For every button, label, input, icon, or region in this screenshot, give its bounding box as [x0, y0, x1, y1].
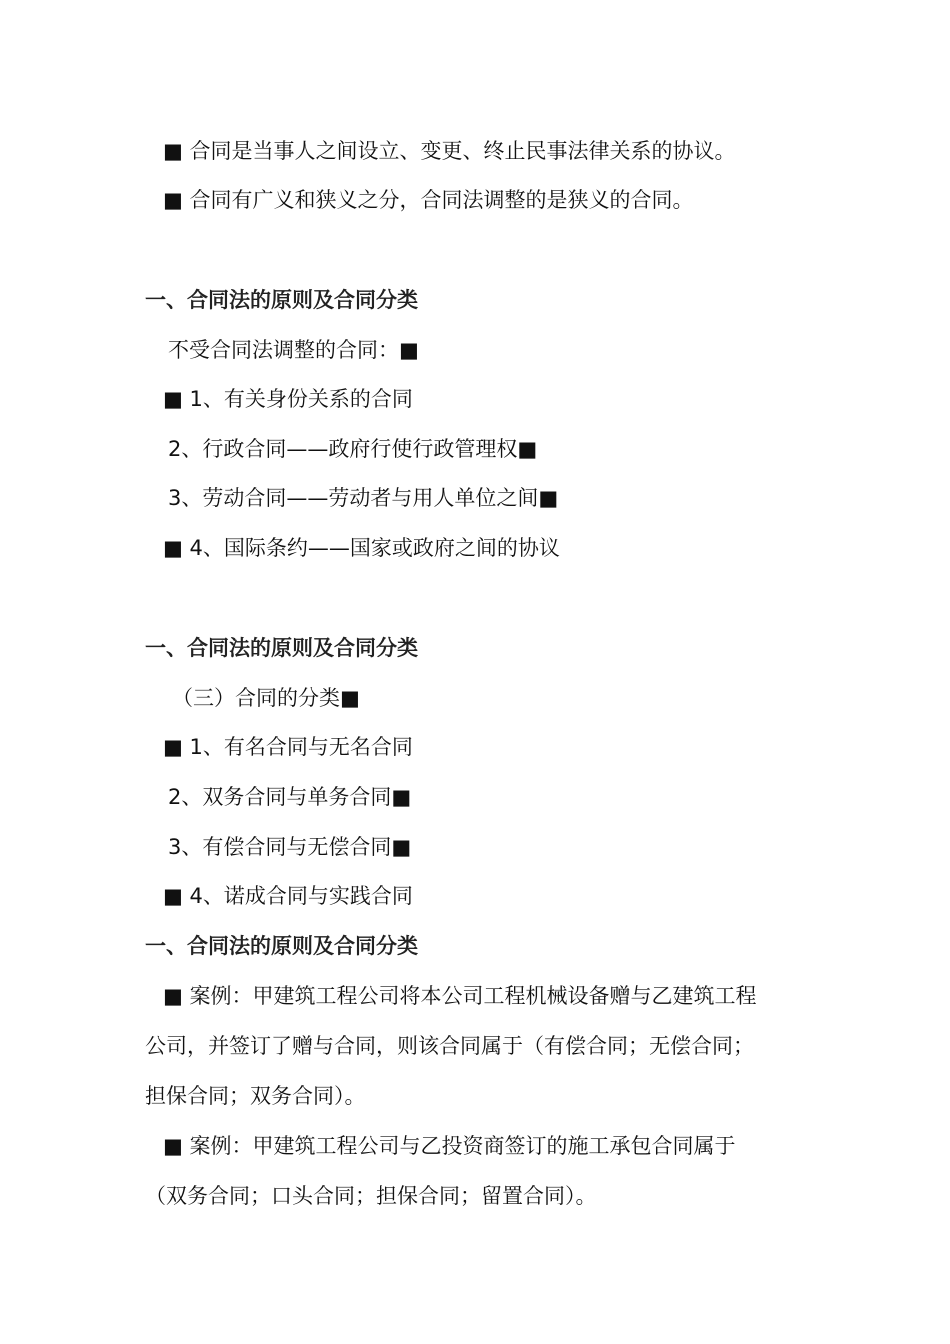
- case-2-line-1: ■ 案例：甲建筑工程公司与乙投资商签订的施工承包合同属于: [163, 1134, 736, 1158]
- section-heading-2: 一、合同法的原则及合同分类: [145, 636, 418, 660]
- subheading-contract-types: （三）合同的分类■: [172, 686, 360, 710]
- case-2-line-2: （双务合同；口头合同；担保合同；留置合同）。: [145, 1184, 597, 1208]
- case-1-line-2: 公司，并签订了赠与合同，则该合同属于（有偿合同；无偿合同；: [145, 1034, 754, 1058]
- paragraph-contract-scope: ■ 合同有广义和狭义之分，合同法调整的是狭义的合同。: [163, 188, 694, 212]
- paragraph-contract-definition: ■ 合同是当事人之间设立、变更、终止民事法律关系的协议。: [163, 139, 736, 163]
- list-item-excluded-3: 3、劳动合同——劳动者与用人单位之间■: [168, 486, 559, 510]
- list-item-excluded-4: ■ 4、国际条约——国家或政府之间的协议: [163, 536, 560, 560]
- section-heading-3: 一、合同法的原则及合同分类: [145, 934, 418, 958]
- list-item-type-1: ■ 1、有名合同与无名合同: [163, 735, 413, 759]
- list-item-excluded-1: ■ 1、有关身份关系的合同: [163, 387, 413, 411]
- subheading-excluded-contracts: 不受合同法调整的合同：■: [168, 338, 419, 362]
- list-item-type-3: 3、有偿合同与无偿合同■: [168, 835, 412, 859]
- list-item-excluded-2: 2、行政合同——政府行使行政管理权■: [168, 437, 538, 461]
- section-heading-1: 一、合同法的原则及合同分类: [145, 288, 418, 312]
- list-item-type-2: 2、双务合同与单务合同■: [168, 785, 412, 809]
- case-1-line-1: ■ 案例：甲建筑工程公司将本公司工程机械设备赠与乙建筑工程: [163, 984, 757, 1008]
- case-1-line-3: 担保合同；双务合同）。: [145, 1084, 366, 1108]
- list-item-type-4: ■ 4、诺成合同与实践合同: [163, 884, 413, 908]
